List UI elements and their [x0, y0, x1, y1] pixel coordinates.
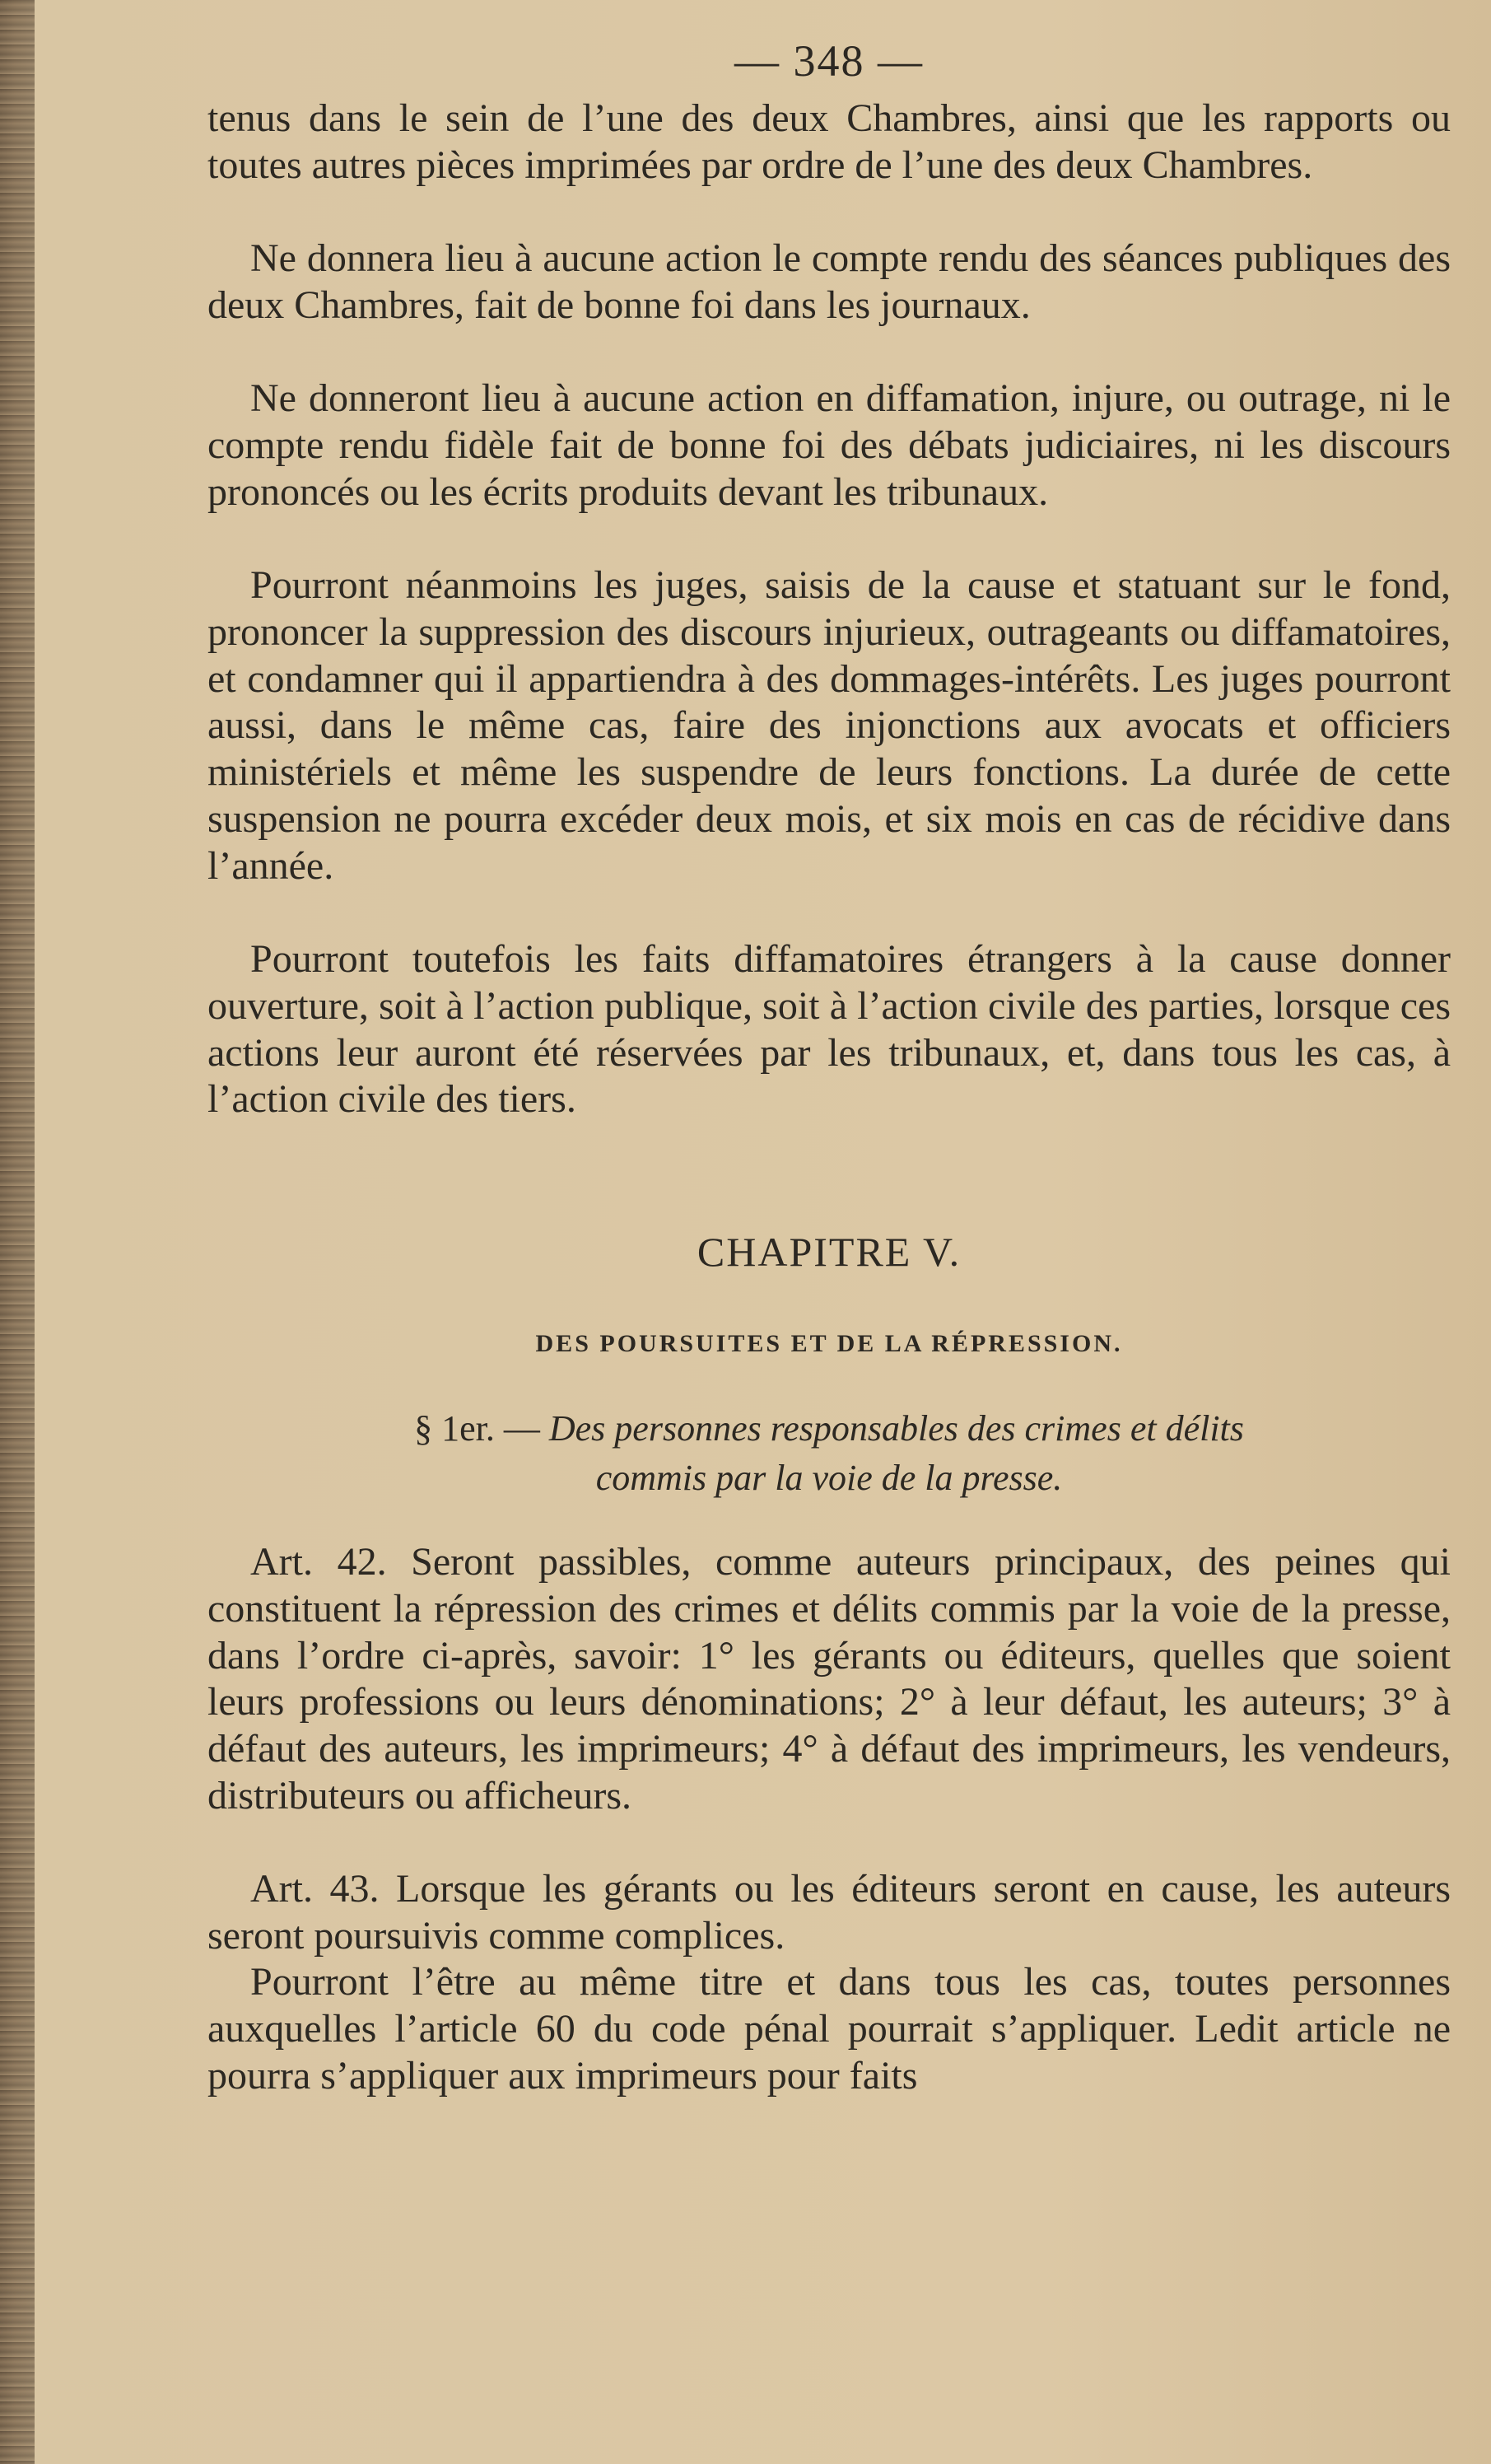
paragraph-article-42: Art. 42. Seront passibles, comme auteurs principaux, des peines qui constituent la répression des crimes et délits commis par la voie de la presse, dans l’ordre ci-après, savoir: 1° les gérants ou éditeurs, quelles que soient leurs professions ou leurs dénominations; 2° à leur défaut, les auteurs; 3° à défaut des auteurs, les imprimeurs; 4° à défaut des imprimeurs, les vendeurs, distributeurs ou afficheurs. [207, 1540, 1451, 1818]
chapter-subtitle: DES POURSUITES ET DE LA RÉPRESSION. [535, 1330, 1123, 1357]
book-spine-edge [0, 0, 35, 2464]
paragraph-compte-rendu-chambres: Ne donnera lieu à aucune action le compte rendu des séances publiques des deux Chambres, fait de bonne foi dans les journaux. [207, 236, 1451, 327]
paragraph-continuation: tenus dans le sein de l’une des deux Chambres, ainsi que les rapports ou toutes autres pièces imprimées par ordre de l’une des deux Chambres. [207, 96, 1451, 187]
section-title-line-1: Des personnes responsables des crimes et délits [548, 1408, 1244, 1449]
paragraph-faits-diffamatoires: Pourront toutefois les faits diffamatoires étrangers à la cause donner ouverture, soit à l’action publique, soit à l’action civile des parties, lorsque ces actions leur auront été réservées par les tribunaux, et, dans tous les cas, à l’action civile des tiers. [207, 937, 1451, 1122]
paragraph-pouvoir-des-juges: Pourront néanmoins les juges, saisis de la cause et statuant sur le fond, prononcer la suppression des discours injurieux, outrageants ou diffamatoires, et condamner qui il appartiendra à des dommages-intérêts. Les juges pourront aussi, dans le même cas, faire des injonctions aux avocats et officiers ministériels et même les suspendre de leurs fonctions. La durée de cette suspension ne pourra excéder deux mois, et six mois en cas de récidive dans l’année. [207, 563, 1451, 888]
section-title-line-2: commis par la voie de la presse. [595, 1458, 1063, 1498]
section-heading [207, 1404, 1451, 1503]
section-mark: § 1er. — [414, 1408, 540, 1449]
page-number: — 348 — [734, 36, 924, 86]
chapter-title: CHAPITRE V. [697, 1229, 962, 1275]
paragraph-article-43: Art. 43. Lorsque les gérants ou les éditeurs seront en cause, les auteurs seront poursuivis comme complices. [207, 1867, 1451, 1958]
paragraph-article-60-reference: Pourront l’être au même titre et dans tous les cas, toutes personnes auxquelles l’article 60 du code pénal pourrait s’appliquer. Ledit article ne pourra s’appliquer aux imprimeurs pour faits [207, 1960, 1451, 2098]
paragraph-debats-judiciaires: Ne donneront lieu à aucune action en diffamation, injure, ou outrage, ni le compte rendu fidèle fait de bonne foi des débats judiciaires, ni les discours prononcés ou les écrits produits devant les tribunaux. [207, 376, 1451, 514]
